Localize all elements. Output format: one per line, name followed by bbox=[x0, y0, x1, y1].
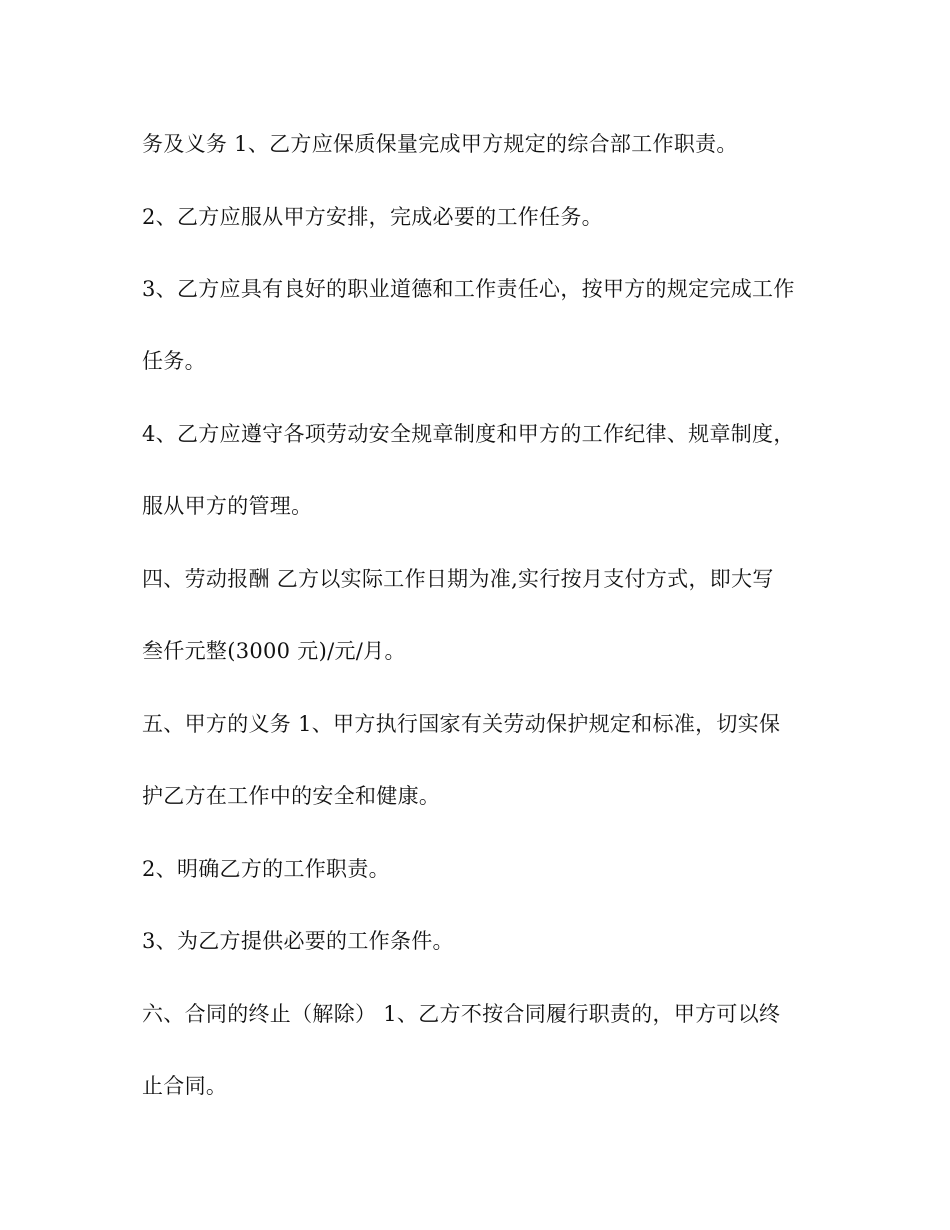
text-line: 2、乙方应服从甲方安排，完成必要的工作任务。 bbox=[142, 205, 603, 229]
text-line: 叁仟元整(3000 元)/元/月。 bbox=[142, 639, 406, 663]
text-line: 止合同。 bbox=[142, 1074, 228, 1098]
text-line: 4、乙方应遵守各项劳动安全规章制度和甲方的工作纪律、规章制度， bbox=[142, 422, 795, 446]
text-line: 3、为乙方提供必要的工作条件。 bbox=[142, 929, 454, 953]
text-line: 务及义务 1、乙方应保质保量完成甲方规定的综合部工作职责。 bbox=[142, 132, 738, 156]
text-line: 四、劳动报酬 乙方以实际工作日期为准,实行按月支付方式，即大写 bbox=[142, 567, 774, 591]
text-line: 六、合同的终止（解除） 1、乙方不按合同履行职责的，甲方可以终 bbox=[142, 1002, 781, 1026]
text-line: 2、明确乙方的工作职责。 bbox=[142, 857, 390, 881]
text-line: 服从甲方的管理。 bbox=[142, 494, 313, 518]
text-line: 五、甲方的义务 1、甲方执行国家有关劳动保护规定和标准，切实保 bbox=[142, 712, 781, 736]
text-line: 任务。 bbox=[142, 349, 206, 373]
text-line: 3、乙方应具有良好的职业道德和工作责任心，按甲方的规定完成工作 bbox=[142, 277, 795, 301]
text-line: 护乙方在工作中的安全和健康。 bbox=[142, 784, 441, 808]
